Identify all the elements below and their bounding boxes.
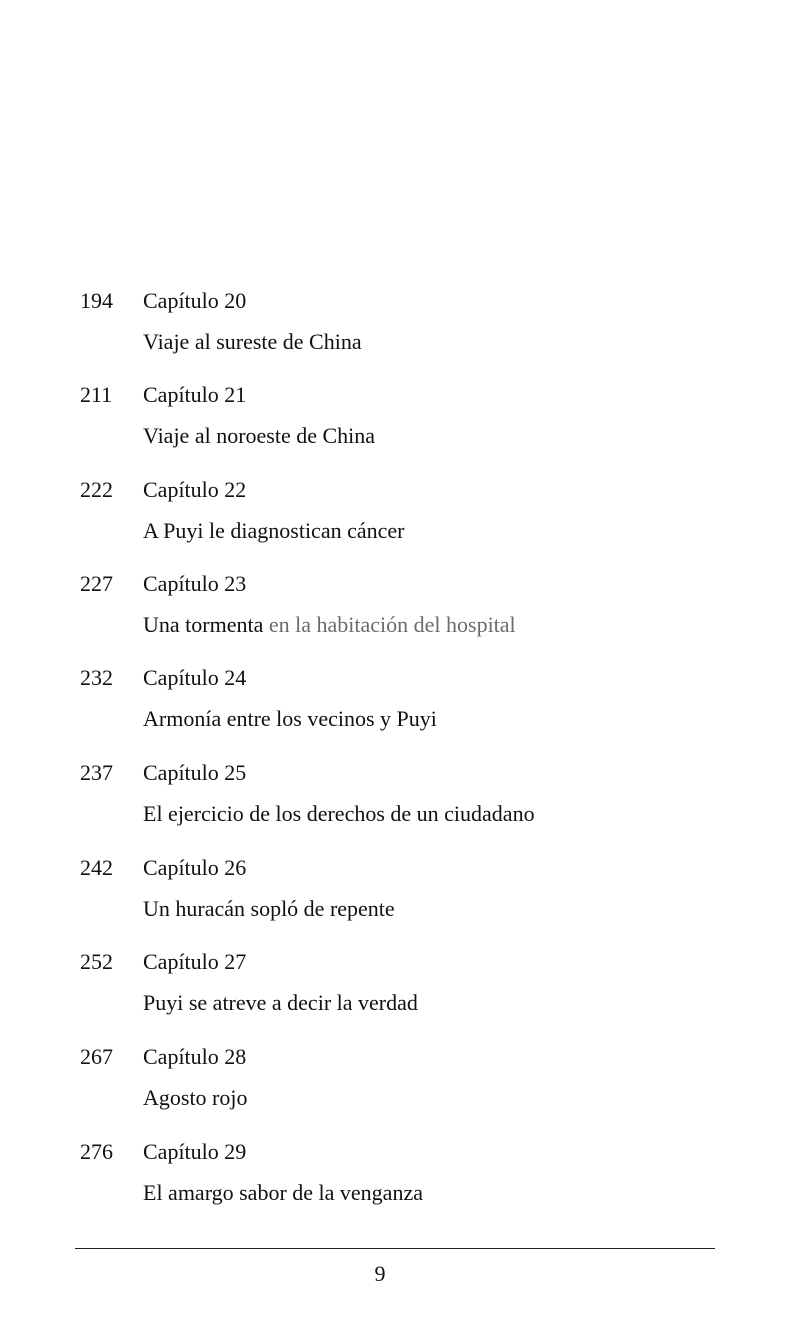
toc-entry-chapter-27 <box>0 948 800 1038</box>
toc-chapter-label: Capítulo 26 <box>143 855 247 880</box>
toc-entry-chapter-26 <box>0 854 800 944</box>
toc-page-number: 242 <box>80 855 113 880</box>
toc-chapter-label: Capítulo 24 <box>143 665 247 690</box>
toc-chapter-label: Capítulo 29 <box>143 1139 247 1164</box>
toc-page-number: 267 <box>80 1044 113 1069</box>
toc-page-number: 222 <box>80 477 113 502</box>
toc-chapter-label: Capítulo 22 <box>143 477 247 502</box>
toc-entry-chapter-25 <box>0 759 800 849</box>
toc-chapter-title: Puyi se atreve a decir la verdad <box>143 990 418 1015</box>
toc-page-number: 237 <box>80 760 113 785</box>
toc-chapter-label: Capítulo 28 <box>143 1044 247 1069</box>
toc-chapter-title: El amargo sabor de la venganza <box>143 1180 423 1205</box>
toc-chapter-label: Capítulo 21 <box>143 382 247 407</box>
toc-chapter-title: Armonía entre los vecinos y Puyi <box>143 706 437 731</box>
toc-chapter-title: Un huracán sopló de repente <box>143 896 395 921</box>
toc-entry-chapter-28 <box>0 1043 800 1133</box>
toc-entry-chapter-20 <box>0 287 800 377</box>
toc-page-number: 211 <box>80 382 113 407</box>
toc-entry-chapter-24 <box>0 664 800 754</box>
toc-page-number: 194 <box>80 288 113 313</box>
toc-chapter-label: Capítulo 25 <box>143 760 247 785</box>
toc-chapter-title: El ejercicio de los derechos de un ciudadano <box>143 801 535 826</box>
toc-entry-chapter-22 <box>0 476 800 566</box>
page-number: 9 <box>374 1261 386 1286</box>
toc-chapter-title: Viaje al sureste de China <box>143 329 362 354</box>
toc-chapter-label: Capítulo 20 <box>143 288 247 313</box>
toc-entry-chapter-21 <box>0 381 800 471</box>
toc-chapter-title: Una tormenta en la habitación del hospital <box>143 612 516 637</box>
toc-page-number: 227 <box>80 571 113 596</box>
footer-divider <box>75 1248 715 1249</box>
toc-page-number: 276 <box>80 1139 113 1164</box>
toc-entry-chapter-23 <box>0 570 800 660</box>
toc-page-number: 252 <box>80 949 113 974</box>
toc-chapter-title: A Puyi le diagnostican cáncer <box>143 518 405 543</box>
toc-chapter-title: Viaje al noroeste de China <box>143 423 376 448</box>
toc-chapter-title: Agosto rojo <box>143 1085 248 1110</box>
toc-entry-chapter-29 <box>0 1138 800 1228</box>
toc-chapter-label: Capítulo 23 <box>143 571 247 596</box>
toc-chapter-label: Capítulo 27 <box>143 949 247 974</box>
toc-page-number: 232 <box>80 665 113 690</box>
